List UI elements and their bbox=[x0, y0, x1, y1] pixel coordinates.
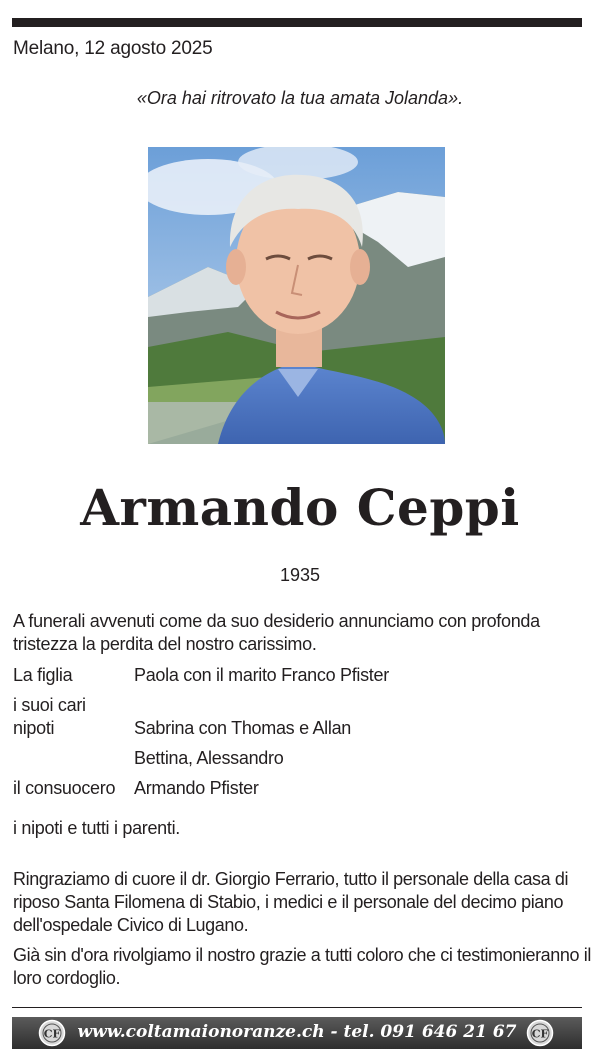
bottom-rule bbox=[12, 1007, 582, 1008]
closing-line: i nipoti e tutti i parenti. bbox=[13, 818, 180, 838]
relative-names: Bettina, Alessandro bbox=[134, 748, 284, 768]
relative-role: i suoi cari bbox=[13, 695, 86, 715]
portrait-illustration bbox=[148, 147, 445, 444]
thanks-paragraph-2: Già sin d'ora rivolgiamo il nostro grazie a tutti coloro che ci testimonieranno il loro cordoglio. bbox=[13, 945, 591, 988]
relative-names: Paola con il marito Franco Pfister bbox=[134, 665, 389, 685]
place-date: Melano, 12 agosto 2025 bbox=[13, 38, 213, 59]
top-rule bbox=[12, 18, 582, 27]
announcement-text: A funerali avvenuti come da suo desiderio annunciamo con profonda tristezza la perdita del nostro carissimo. bbox=[13, 611, 540, 654]
contact-line: www.coltamaionoranze.ch - tel. 091 646 21 67 bbox=[77, 1022, 517, 1042]
emblem-letters: CF bbox=[531, 1027, 549, 1041]
thanks-paragraph: Ringraziamo di cuore il dr. Giorgio Ferrario, tutto il personale della casa di riposo Santa Filomena di Stabio, i medici e il personale del decimo piano dell'ospedale Civico di Lugano. bbox=[13, 869, 569, 935]
funeral-home-emblem-icon bbox=[526, 1019, 554, 1047]
deceased-name: Armando Ceppi bbox=[80, 478, 520, 537]
memorial-quote: «Ora hai ritrovato la tua amata Jolanda». bbox=[136, 88, 464, 108]
emblem-letters: CF bbox=[43, 1027, 61, 1041]
relative-names: Armando Pfister bbox=[134, 778, 259, 798]
relative-role: nipoti bbox=[13, 718, 55, 738]
relative-role: il consuocero bbox=[13, 778, 116, 798]
portrait-photo bbox=[148, 147, 445, 444]
relative-role: La figlia bbox=[13, 665, 73, 685]
footer-banner bbox=[12, 1017, 582, 1049]
birth-year: 1935 bbox=[279, 565, 321, 585]
relative-names: Sabrina con Thomas e Allan bbox=[134, 718, 352, 738]
